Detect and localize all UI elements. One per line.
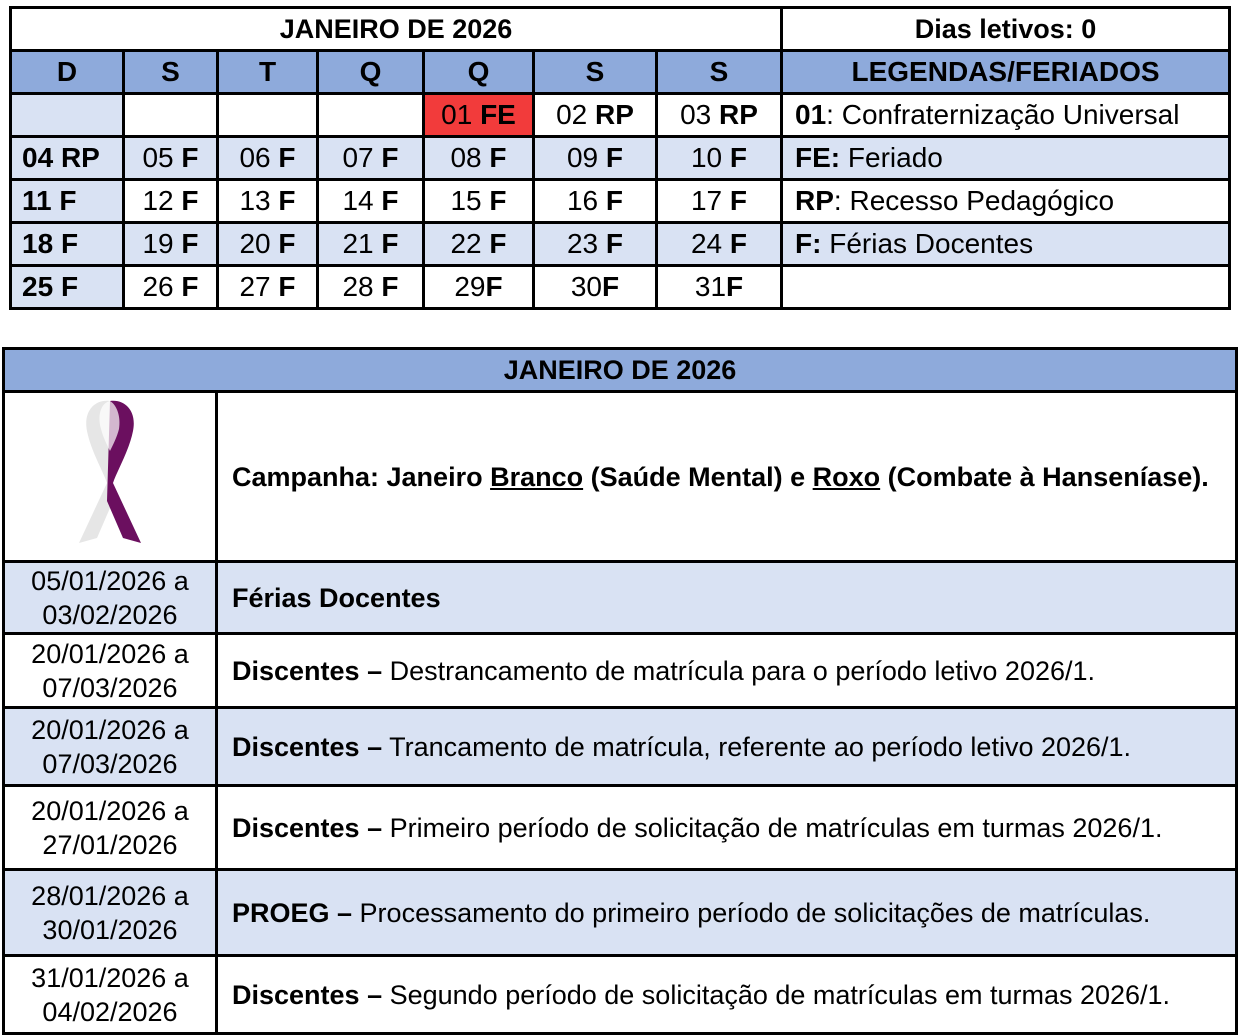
cell-text: 26 bbox=[142, 271, 174, 302]
day-cell bbox=[424, 223, 534, 266]
weekday-header: S bbox=[657, 51, 782, 94]
day-cell bbox=[424, 266, 534, 309]
cell-text: 16 bbox=[566, 185, 599, 216]
weekday-header: S bbox=[534, 51, 657, 94]
ribbon-cell bbox=[4, 392, 217, 562]
cell-text: Discentes – bbox=[232, 979, 383, 1010]
day-cell bbox=[11, 180, 124, 223]
event-description bbox=[217, 634, 1237, 708]
cell-text: 19 bbox=[142, 228, 174, 259]
legend-item bbox=[782, 94, 1230, 137]
cell-text: 24 bbox=[690, 228, 723, 259]
cell-text: 05/01/2026 a bbox=[31, 565, 189, 596]
cell-text: 17 bbox=[690, 185, 723, 216]
cell-text: 02 bbox=[556, 99, 588, 130]
cell-text: F bbox=[729, 228, 748, 259]
day-cell bbox=[318, 94, 424, 137]
day-cell bbox=[657, 180, 782, 223]
cell-text: 08 bbox=[450, 142, 482, 173]
cell-text: 27 bbox=[239, 271, 271, 302]
event-description bbox=[217, 870, 1237, 956]
cell-text: Discentes – bbox=[232, 731, 383, 762]
weekday-header: T bbox=[218, 51, 318, 94]
event-row bbox=[4, 562, 1237, 634]
cell-text: 21 bbox=[342, 228, 374, 259]
cell-text: PROEG – bbox=[232, 897, 353, 928]
week-row bbox=[11, 266, 1230, 309]
event-date bbox=[4, 634, 217, 708]
cell-text: F bbox=[181, 185, 199, 216]
day-cell bbox=[534, 180, 657, 223]
weekday-header: S bbox=[124, 51, 218, 94]
day-cell bbox=[657, 223, 782, 266]
cell-text: 23 bbox=[566, 228, 599, 259]
event-row bbox=[4, 786, 1237, 870]
cell-text: F bbox=[278, 142, 296, 173]
cell-text: FE: bbox=[795, 142, 841, 173]
legend-title: LEGENDAS/FERIADOS bbox=[782, 51, 1230, 94]
day-cell bbox=[318, 223, 424, 266]
cell-text: F bbox=[381, 142, 399, 173]
cell-text: Campanha: Janeiro bbox=[232, 461, 491, 492]
cell-text: 25 bbox=[22, 271, 54, 302]
cell-text: F bbox=[489, 142, 507, 173]
cell-text: Discentes – bbox=[232, 655, 383, 686]
day-cell bbox=[534, 94, 657, 137]
day-cell bbox=[657, 94, 782, 137]
cell-text: RP bbox=[60, 142, 100, 173]
cell-text: 05 bbox=[142, 142, 174, 173]
cell-text: 22 bbox=[450, 228, 482, 259]
day-cell bbox=[11, 266, 124, 309]
cell-text: F bbox=[726, 271, 744, 302]
event-row bbox=[4, 956, 1237, 1034]
cell-text: F bbox=[729, 142, 748, 173]
cell-text: Roxo bbox=[812, 461, 881, 492]
day-cell bbox=[218, 223, 318, 266]
cell-text: F bbox=[605, 185, 624, 216]
cell-text: 28 bbox=[342, 271, 374, 302]
cell-text: Segundo período de solicitação de matrículas em turmas 2026/1. bbox=[382, 979, 1171, 1010]
week-row bbox=[11, 94, 1230, 137]
event-description bbox=[217, 956, 1237, 1034]
day-cell bbox=[534, 137, 657, 180]
cell-text: 20/01/2026 a bbox=[31, 714, 189, 745]
cell-text: 01 bbox=[441, 99, 473, 130]
cell-text: 18 bbox=[22, 228, 54, 259]
cell-text: 06 bbox=[239, 142, 271, 173]
cell-text: F bbox=[605, 142, 624, 173]
cell-text: F bbox=[381, 185, 399, 216]
events-table bbox=[2, 347, 1238, 1035]
events-title: JANEIRO DE 2026 bbox=[4, 349, 1237, 392]
cell-text: RP bbox=[719, 99, 758, 130]
cell-text: 12 bbox=[142, 185, 174, 216]
event-row bbox=[4, 870, 1237, 956]
cell-text: Feriado bbox=[840, 142, 943, 173]
awareness-ribbon-icon bbox=[55, 393, 165, 553]
cell-text: 01 bbox=[795, 99, 827, 130]
legend-item bbox=[782, 266, 1230, 309]
weekday-header: D bbox=[11, 51, 124, 94]
cell-text: 20 bbox=[239, 228, 271, 259]
day-cell bbox=[218, 180, 318, 223]
cell-text: 07/03/2026 bbox=[42, 672, 178, 703]
cell-text: 28/01/2026 a bbox=[31, 880, 189, 911]
event-date bbox=[4, 562, 217, 634]
cell-text: (Combate à Hanseníase). bbox=[880, 461, 1209, 492]
cell-text: Trancamento de matrícula, referente ao período letivo 2026/1. bbox=[382, 731, 1132, 762]
cell-text: 07/03/2026 bbox=[42, 748, 178, 779]
cell-text: 20/01/2026 a bbox=[31, 638, 189, 669]
day-cell bbox=[11, 223, 124, 266]
cell-text: Processamento do primeiro período de solicitações de matrículas. bbox=[352, 897, 1151, 928]
calendar-table bbox=[9, 6, 1231, 310]
cell-text: RP bbox=[595, 99, 634, 130]
cell-text: Destrancamento de matrícula para o período letivo 2026/1. bbox=[382, 655, 1096, 686]
cell-text: 04 bbox=[22, 142, 54, 173]
cell-text: 14 bbox=[342, 185, 374, 216]
day-cell bbox=[424, 180, 534, 223]
cell-text: F bbox=[181, 228, 199, 259]
cell-text: Férias Docentes bbox=[232, 582, 441, 613]
day-cell bbox=[124, 137, 218, 180]
cell-text: 30 bbox=[570, 271, 603, 302]
event-description bbox=[217, 786, 1237, 870]
cell-text: Primeiro período de solicitação de matrículas em turmas 2026/1. bbox=[382, 812, 1163, 843]
day-cell bbox=[534, 266, 657, 309]
cell-text: F bbox=[278, 228, 296, 259]
cell-text: F bbox=[605, 228, 624, 259]
cell-text: RP bbox=[795, 185, 834, 216]
legend-item bbox=[782, 223, 1230, 266]
event-date bbox=[4, 708, 217, 786]
day-cell bbox=[657, 137, 782, 180]
day-cell bbox=[318, 266, 424, 309]
day-cell bbox=[218, 137, 318, 180]
weekday-header: Q bbox=[424, 51, 534, 94]
day-cell-holiday bbox=[424, 94, 534, 137]
event-date bbox=[4, 956, 217, 1034]
day-cell bbox=[534, 223, 657, 266]
cell-text: 09 bbox=[566, 142, 599, 173]
cell-text: Férias Docentes bbox=[821, 228, 1034, 259]
day-cell bbox=[218, 94, 318, 137]
cell-text: F bbox=[181, 271, 199, 302]
cell-text: F bbox=[489, 228, 507, 259]
event-date bbox=[4, 786, 217, 870]
cell-text: 31/01/2026 a bbox=[31, 962, 189, 993]
day-cell bbox=[657, 266, 782, 309]
week-row bbox=[11, 223, 1230, 266]
event-description bbox=[217, 708, 1237, 786]
legend-item bbox=[782, 137, 1230, 180]
cell-text: 30/01/2026 bbox=[42, 914, 178, 945]
campaign-text bbox=[217, 392, 1237, 562]
cell-text: 31 bbox=[694, 271, 727, 302]
cell-text: 07 bbox=[342, 142, 374, 173]
cell-text: F bbox=[60, 228, 79, 259]
cell-text: 27/01/2026 bbox=[42, 829, 178, 860]
event-date bbox=[4, 870, 217, 956]
cell-text: Branco bbox=[490, 461, 584, 492]
cell-text: : Recesso Pedagógico bbox=[833, 185, 1115, 216]
cell-text: : Confraternização Universal bbox=[826, 99, 1180, 130]
cell-text: F bbox=[729, 185, 748, 216]
day-cell bbox=[318, 137, 424, 180]
cell-text: F bbox=[489, 185, 507, 216]
cell-text: F bbox=[602, 271, 620, 302]
weekday-header: Q bbox=[318, 51, 424, 94]
dias-letivos: Dias letivos: 0 bbox=[782, 8, 1230, 51]
day-cell bbox=[318, 180, 424, 223]
event-row bbox=[4, 708, 1237, 786]
cell-text: F bbox=[60, 271, 79, 302]
legend-item bbox=[782, 180, 1230, 223]
cell-text: F: bbox=[795, 228, 822, 259]
cell-text: F bbox=[181, 142, 199, 173]
day-cell bbox=[124, 266, 218, 309]
cell-text: F bbox=[381, 271, 399, 302]
day-cell bbox=[124, 180, 218, 223]
cell-text: FE bbox=[480, 99, 516, 130]
cell-text: 29 bbox=[454, 271, 486, 302]
cell-text: 04/02/2026 bbox=[42, 996, 178, 1027]
cell-text: Discentes – bbox=[232, 812, 383, 843]
cell-text: (Saúde Mental) e bbox=[583, 461, 813, 492]
day-cell bbox=[11, 94, 124, 137]
cell-text: F bbox=[485, 271, 503, 302]
day-cell bbox=[124, 223, 218, 266]
cell-text: 03 bbox=[680, 99, 712, 130]
week-row bbox=[11, 180, 1230, 223]
cell-text: 10 bbox=[690, 142, 723, 173]
cell-text: F bbox=[59, 185, 77, 216]
event-row bbox=[4, 634, 1237, 708]
cell-text: F bbox=[278, 185, 296, 216]
cell-text: F bbox=[381, 228, 399, 259]
cell-text: 20/01/2026 a bbox=[31, 795, 189, 826]
day-cell bbox=[218, 266, 318, 309]
calendar-title: JANEIRO DE 2026 bbox=[11, 8, 782, 51]
cell-text: 11 bbox=[22, 185, 52, 216]
cell-text: 13 bbox=[239, 185, 271, 216]
day-cell bbox=[11, 137, 124, 180]
day-cell bbox=[424, 137, 534, 180]
day-cell bbox=[124, 94, 218, 137]
week-row bbox=[11, 137, 1230, 180]
event-description bbox=[217, 562, 1237, 634]
cell-text: F bbox=[278, 271, 296, 302]
cell-text: 03/02/2026 bbox=[42, 599, 178, 630]
cell-text: 15 bbox=[450, 185, 482, 216]
